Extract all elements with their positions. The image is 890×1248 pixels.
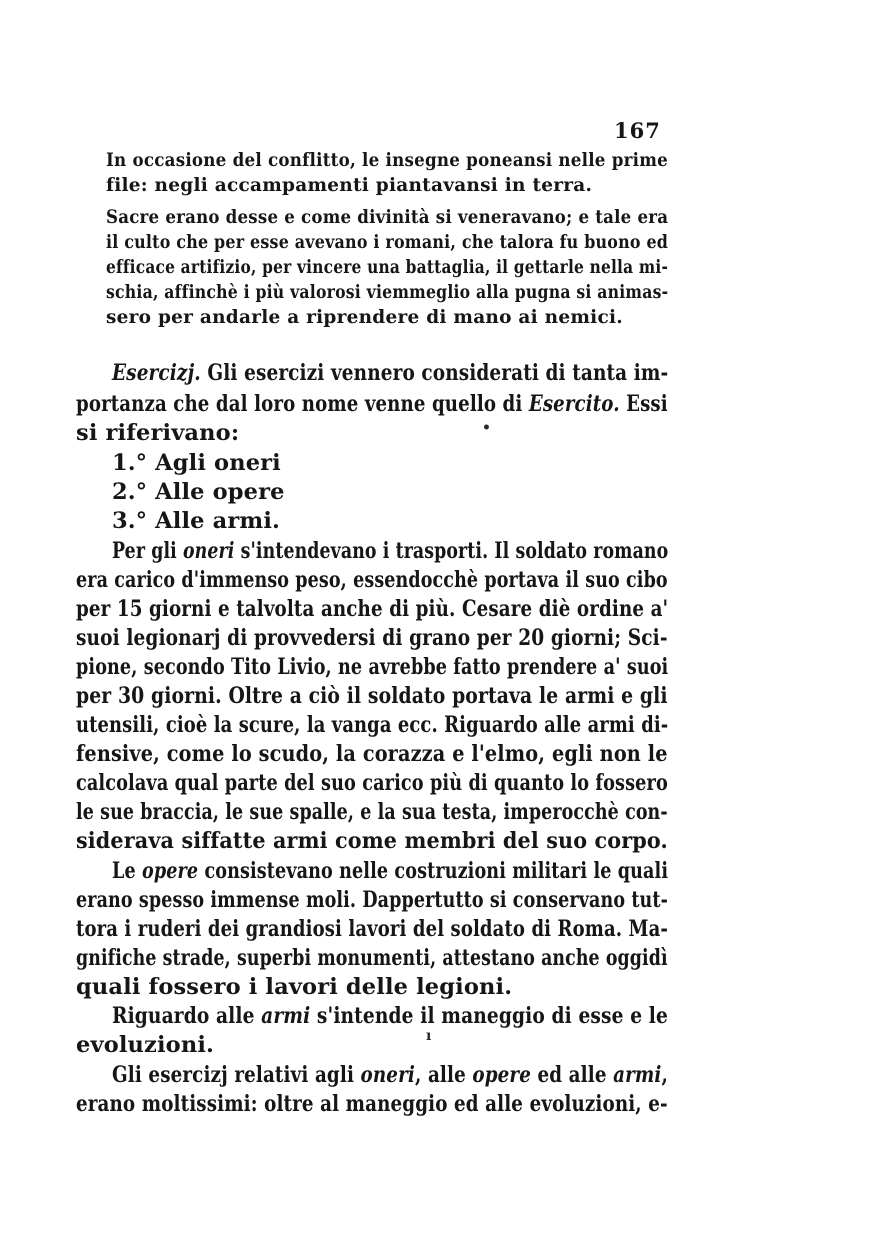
text-run: Le: [112, 858, 143, 884]
text-line: [112, 1003, 668, 1029]
text-line: [112, 538, 668, 564]
text-line: sero per andarle a riprendere di mano ai nemici.: [106, 307, 623, 328]
text-line: si riferivano:: [76, 420, 240, 446]
italic-term: opere: [472, 1062, 531, 1088]
text-line: il culto che per esse avevano i romani, che talora fu buono ed: [106, 232, 669, 253]
text-line: Sacre erano desse e come divinità si veneravano; e tale era: [106, 207, 669, 228]
text-line: efficace artifizio, per vincere una battaglia, il gettarle nella mi-: [106, 257, 669, 278]
text-run: Per gli: [112, 538, 183, 564]
text-run: , alle: [414, 1062, 473, 1088]
text-line: erano moltissimi: oltre al maneggio ed alle evoluzioni, e-: [76, 1091, 668, 1117]
text-line: gnifiche strade, superbi monumenti, attestano anche oggidì: [76, 945, 668, 971]
text-run: s'intendevano i trasporti. Il soldato romano: [234, 538, 669, 564]
text-run: consistevano nelle costruzioni militari le quali: [198, 858, 669, 884]
text-run: s'intende il maneggio di esse e le: [310, 1003, 668, 1029]
list-item: 1.° Agli oneri: [112, 450, 281, 476]
italic-term: oneri: [182, 538, 235, 564]
italic-term: Esercito.: [528, 391, 620, 417]
italic-term: oneri: [360, 1062, 415, 1088]
list-item: 3.° Alle armi.: [112, 508, 280, 534]
text-line: pione, secondo Tito Livio, ne avrebbe fatto prendere a' suoi: [76, 654, 669, 680]
text-line: In occasione del conflitto, le insegne poneansi nelle prime: [106, 150, 668, 171]
italic-term: armi: [613, 1062, 662, 1088]
text-run: ed alle: [530, 1062, 614, 1088]
text-line: schia, affinchè i più valorosi viemmeglio alla pugna si animas-: [106, 282, 669, 303]
text-run: ,: [661, 1062, 668, 1088]
text-run: Gli esercizi vennero considerati di tanta im-: [200, 360, 669, 386]
section-heading: Esercizj.: [112, 360, 201, 386]
text-line: [112, 1062, 668, 1088]
text-line: [112, 858, 668, 884]
text-line: fensive, come lo scudo, la corazza e l'elmo, egli non le: [76, 741, 668, 767]
print-speck: ı: [426, 1028, 432, 1044]
text-run: Gli esercizj relativi agli: [112, 1062, 361, 1088]
italic-term: armi: [261, 1003, 311, 1029]
text-run: portanza che dal loro nome venne quello di: [76, 391, 529, 417]
text-line: evoluzioni.: [76, 1032, 215, 1058]
text-line: erano spesso immense moli. Dappertutto si conservano tut-: [76, 887, 668, 913]
page-number: 167: [614, 118, 661, 143]
text-line: tora i ruderi dei grandiosi lavori del soldato di Roma. Ma-: [76, 916, 669, 942]
text-line: utensili, cioè la scure, la vanga ecc. Riguardo alle armi di-: [76, 712, 669, 738]
text-line: suoi legionarj di provvedersi di grano per 20 giorni; Sci-: [76, 625, 668, 651]
text-run: Riguardo alle: [112, 1003, 262, 1029]
text-line: era carico d'immenso peso, essendocchè portava il suo cibo: [76, 567, 668, 593]
text-line: siderava siffatte armi come membri del suo corpo.: [76, 828, 668, 854]
list-item: 2.° Alle opere: [112, 479, 285, 505]
section-heading-line: [112, 360, 668, 386]
print-speck: •: [482, 420, 491, 436]
text-line: file: negli accampamenti piantavansi in terra.: [106, 175, 593, 196]
text-line: calcolava qual parte del suo carico più di quanto lo fossero: [76, 770, 668, 796]
text-line: per 30 giorni. Oltre a ciò il soldato portava le armi e gli: [76, 683, 668, 709]
text-line: le sue braccia, le sue spalle, e la sua testa, imperocchè con-: [76, 799, 668, 825]
text-run: Essi: [619, 391, 668, 417]
italic-term: opere: [142, 858, 199, 884]
text-line: [76, 391, 668, 417]
text-line: per 15 giorni e talvolta anche di più. Cesare diè ordine a': [76, 596, 669, 622]
text-line: quali fossero i lavori delle legioni.: [76, 974, 513, 1000]
